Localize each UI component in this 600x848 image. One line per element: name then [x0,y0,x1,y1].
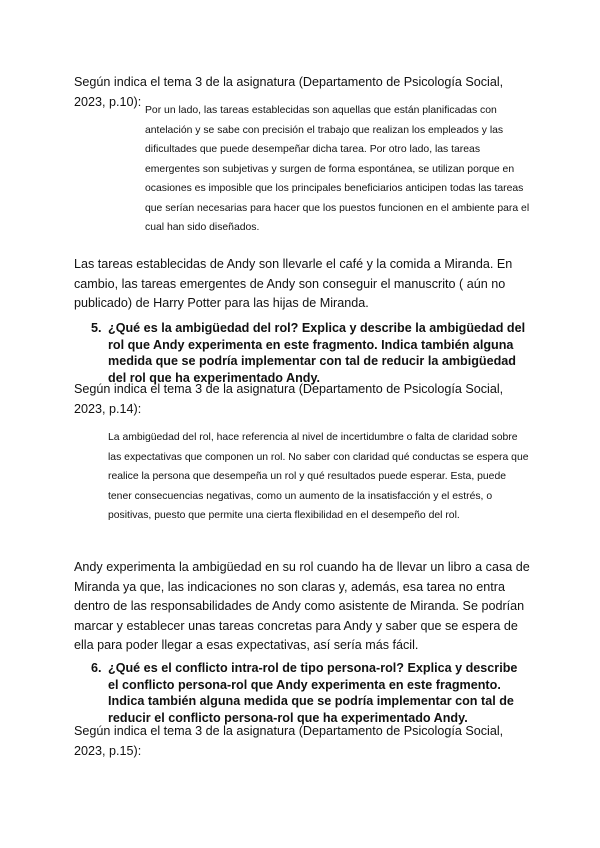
question-6-number: 6. [91,661,102,675]
citation-intro-3: Según indica el tema 3 de la asignatura (Departamento de Psicología Social, 2023, p.15): [74,724,504,758]
citation-intro-1: Según indica el tema 3 de la asignatura (Departamento de Psicología Social, 2023, p.10): [74,75,504,109]
question-6-heading [91,660,528,727]
question-5-number: 5. [91,321,102,335]
answer-paragraph-2: Andy experimenta la ambigüedad en su rol cuando ha de llevar un libro a casa de Miranda ya que, las indicaciones no son claras y, además, esa tarea no entra dentro de las responsabilidades de Andy como asistente de Miranda. Se podrían marcar y establecer unas tareas concretas para Andy y saber que se espera de ella para poder llegar a esas expectativas, así sería más fácil. [74,560,530,652]
block-quote-1: Por un lado, las tareas establecidas son aquellas que están planificadas con antelación y se sabe con precisión el trabajo que realizan los empleados y las dificultades que puede desempeñar dicha tarea. Por otro lado, las tareas emergentes son subjetivas y surgen de forma espontánea, se utilizan porque en ocasiones es imposible que los principales beneficiarios anticipen todas las tareas que serían necesarias para hacer que los puestos funcionen en el ambiente para el cual han sido diseñados. [145,105,530,233]
question-5-text: ¿Qué es la ambigüedad del rol? Explica y describe la ambigüedad del rol que Andy experimenta en este fragmento. Indica también alguna medida que se podría implementar con tal de reducir la ambigüedad del rol que ha experimentado Andy. [108,321,526,386]
answer-paragraph-1: Las tareas establecidas de Andy son llevarle el café y la comida a Miranda. En cambio, las tareas emergentes de Andy son conseguir el manuscrito ( aún no publicado) de Harry Potter para las hijas de Miranda. [74,257,513,310]
citation-intro-2: Según indica el tema 3 de la asignatura (Departamento de Psicología Social, 2023, p.14): [74,382,504,416]
question-5-heading [91,320,528,387]
question-6-text: ¿Qué es el conflicto intra-rol de tipo persona-rol? Explica y describe el conflicto persona-rol que Andy experimenta en este fragmento. Indica también alguna medida que se podría implementar con tal de reducir el conflicto persona-rol que ha experimentado Andy. [108,661,518,726]
block-quote-2: La ambigüedad del rol, hace referencia al nivel de incertidumbre o falta de claridad sobre las expectativas que componen un rol. No saber con claridad qué conductas se espera que realice la persona que desempeña un rol y qué resultados puede esperar. Esta, puede tener consecuencias negativas, como un aumento de la insatisfacción y el estrés, o positivas, puesto que permite una cierta flexibilidad en el desempeño del rol. [108,432,529,521]
